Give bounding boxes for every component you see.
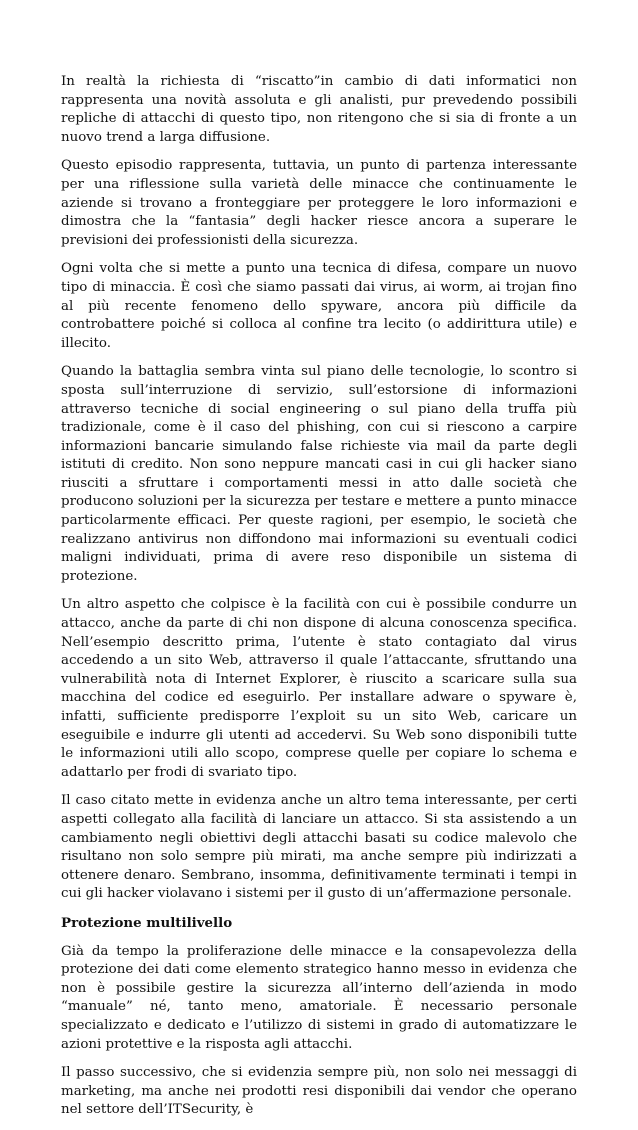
- paragraph-threat-variety: Questo episodio rappresenta, tuttavia, un punto di partenza interessante per una riflessione sulla varietà delle minacce che continuamente le aziende si trovano a fronteggiare per proteggere le loro informazioni e dimostra che la “fantasia” degli hacker riesce ancora a superare le previsioni dei professionisti della sicurezza.: [61, 158, 577, 248]
- paragraph-multilevel-protection: Già da tempo la proliferazione delle minacce e la consapevolezza della protezione dei dati come elemento strategico hanno messo in evidenza che non è possibile gestire la sicurezza all’interno dell’azienda in modo “manuale” né, tanto meno, amatoriale. È necessario personale specializzato e dedicato e l’utilizzo di sistemi in grado di automatizzare le azioni protettive e la risposta agli attacchi.: [61, 943, 577, 1052]
- paragraph-next-step: Il passo successivo, che si evidenzia sempre più, non solo nei messaggi di marketing, ma anche nei prodotti resi disponibili dai vendor che operano nel settore dell’ITSecurity, è: [61, 1065, 577, 1118]
- paragraph-defense-evolution: Ogni volta che si mette a punto una tecnica di difesa, compare un nuovo tipo di minaccia. È così che siamo passati dai virus, ai worm, ai trojan fino al più recente fenomeno dello spyware, ancora più difficile da controbattere poiché si colloca al confine tra lecito (o addirittura utile) e illecito.: [61, 261, 577, 351]
- paragraph-attack-ease: Un altro aspetto che colpisce è la facilità con cui è possibile condurre un attacco, anche da parte di chi non dispone di alcuna conoscenza specifica. Nell’esempio descritto prima, l’utente è stato contagiato dal virus accedendo a un sito Web, attraverso il quale l’attaccante, sfruttando una vulnerabilità nota di Internet Explorer, è riuscito a scaricare sulla sua macchina del codice ed eseguirlo. Per installare adware o spyware è, infatti, sufficiente predisporre l’exploit su un sito Web, caricare un eseguibile e indurre gli utenti ad accedervi. Su Web sono disponibili tutte le informazioni utili allo scopo, comprese quelle per copiare lo schema e adattarlo per frodi di svariato tipo.: [61, 597, 577, 780]
- paragraph-attack-goals: Il caso citato mette in evidenza anche un altro tema interessante, per certi aspetti collegato alla facilità di lanciare un attacco. Si sta assistendo a un cambiamento negli obiettivi degli attacchi basati su codice malevolo che risultano non solo sempre più mirati, ma anche sempre più indirizzati a ottenere denaro. Sembrano, insomma, definitivamente terminati i tempi in cui gli hacker violavano i sistemi per il gusto di un’affermazione personale.: [61, 793, 577, 902]
- section-heading: Protezione multilivello: [61, 914, 233, 931]
- paragraph-social-engineering: Quando la battaglia sembra vinta sul piano delle tecnologie, lo scontro si sposta sull’interruzione di servizio, sull’estorsione di informazioni attraverso tecniche di social engineering o sul piano della truffa più tradizionale, come è il caso del phishing, con cui si riescono a carpire informazioni bancarie simulando false richieste via mail da parte degli istituti di credito. Non sono neppure mancati casi in cui gli hacker siano riusciti a sfruttare i comportamenti messi in atto dalle società che producono soluzioni per la sicurezza per testare e mettere a punto minacce particolarmente efficaci. Per queste ragioni, per esempio, le società che realizzano antivirus non diffondono mai informazioni su eventuali codici maligni individuati, prima di avere reso disponibile un sistema di protezione.: [61, 364, 577, 584]
- document-page: [61, 73, 577, 1130]
- paragraph-ransom-intro: In realtà la richiesta di “riscatto”in cambio di dati informatici non rappresenta una novità assoluta e gli analisti, pur prevedendo possibili repliche di attacchi di questo tipo, non ritengono che si sia di fronte a un nuovo trend a larga diffusione.: [61, 74, 577, 145]
